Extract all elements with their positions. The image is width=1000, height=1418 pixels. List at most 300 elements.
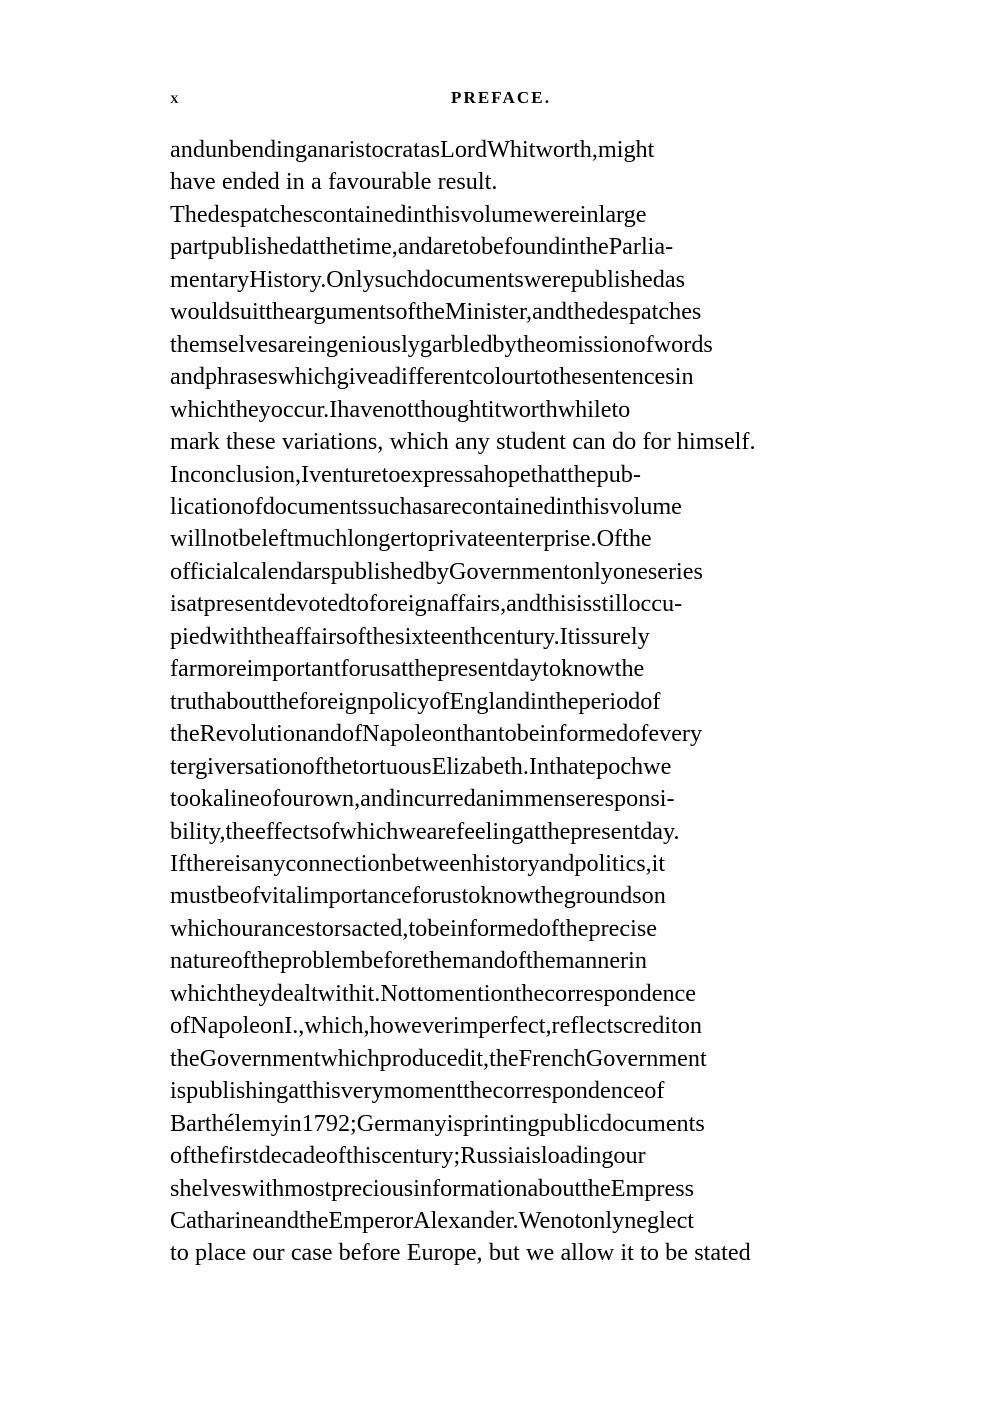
word: the [614,655,645,683]
word: of [345,622,366,650]
word: century. [482,622,560,650]
word: and [264,1206,299,1234]
word: time, [348,233,398,261]
word: tortuous [352,752,432,780]
word: contained [461,492,556,520]
word: The [170,200,208,228]
word: is [576,590,593,618]
word: private [428,525,496,553]
text-line [170,166,832,198]
word: period [578,687,641,715]
word: before [360,947,423,975]
word: acted, [351,914,409,942]
word: informed [450,914,539,942]
word: as [411,492,432,520]
word: immense [498,785,586,813]
word: a [472,460,484,488]
word: and [170,363,205,391]
word: this [345,1142,381,1170]
word: between [391,849,473,877]
word: to [497,720,517,748]
word: effects [255,817,320,845]
word: for [411,882,441,910]
word: pied [170,622,212,650]
text-line [170,1010,832,1042]
paragraph [170,199,832,459]
running-head-title: PREFACE. [451,88,552,107]
text-line [170,588,832,620]
text-line [170,231,832,263]
word: own, [312,785,361,813]
word: aristocrat [329,136,420,163]
word: bility, [170,817,226,845]
word: neglect [624,1206,695,1234]
word: of [538,914,559,942]
word: occur. [270,395,330,423]
word-run: mark these variations, which any student can do for himself. [170,428,756,456]
word: Of [596,525,623,553]
page-folio: x [170,88,180,107]
word: the [579,233,609,261]
word: of [633,330,654,358]
word: tergiversation [170,752,303,780]
word: Empress [610,1174,695,1202]
text-line [170,361,832,393]
word: Russia [460,1142,525,1170]
word: any [250,849,286,877]
word: have [337,395,383,423]
text-line [170,653,832,685]
word: we [643,752,672,780]
word: be [481,233,504,261]
paragraph [170,459,832,1270]
word: will [170,525,208,553]
word-run: to place our case before Europe, but we allow it to be stated [170,1239,751,1267]
word: in [579,200,599,228]
word: is [170,1077,187,1105]
word: loading [540,1142,614,1170]
word: at [523,817,541,845]
text-line [170,621,832,653]
word: Lord [440,136,488,163]
word: Government [585,1044,707,1072]
word: to [611,395,631,423]
word: still [592,590,629,618]
word: give [336,363,379,391]
word: present [570,817,641,845]
word: politics, [574,849,652,877]
word: documents [262,492,368,520]
word: and [170,136,205,163]
word: were [523,265,571,293]
word: important [246,655,341,683]
word: to [408,914,428,942]
word: by [492,330,517,358]
word: such [367,492,412,520]
word: were [532,200,580,228]
word: England [449,687,531,715]
word: documents [419,265,524,293]
word: the [170,1044,200,1072]
word: Only [326,265,375,293]
word: I., [284,1012,305,1040]
word: the [489,1044,519,1072]
word: dealt [270,979,318,1007]
word: printing [462,1109,540,1137]
word: for [340,655,369,683]
word: despatches [207,200,313,228]
word: nature [170,947,231,975]
word: hope [483,460,531,488]
word: the [548,687,579,715]
word: is [234,849,251,877]
word: at [288,1077,306,1105]
word: are [277,330,308,358]
word: of [260,785,281,813]
word: worth [501,395,558,423]
word: the [581,1174,611,1202]
word: correspondence [492,1077,645,1105]
text-line [170,296,832,328]
word: I [329,395,338,423]
word: express [400,460,473,488]
word: lication [170,492,243,520]
word: we [398,817,427,845]
word: longer [347,525,410,553]
word: We [518,1206,551,1234]
text-line [170,459,832,491]
word: it [651,849,666,877]
word: and [397,233,433,261]
text-line [170,523,832,555]
word: are [426,817,457,845]
text-line [170,556,832,588]
word: an [307,136,330,163]
word: is [524,1142,541,1170]
word: not [382,395,414,423]
word: most [284,1174,332,1202]
word: with [241,1174,285,1202]
word: it, [469,1044,490,1072]
word: the [514,979,545,1007]
word: which [277,363,337,391]
word: sixteenth [395,622,483,650]
word: with [211,622,255,650]
word: on [641,882,666,910]
word: be [427,914,451,942]
word: than [456,720,498,748]
word: not [207,525,239,553]
word: very [340,1077,384,1105]
word: the [407,655,438,683]
word: and [307,720,342,748]
word: despatches [596,298,702,326]
word: such [374,265,420,293]
word: in [674,363,694,391]
text-line [170,1108,832,1140]
word: only [569,557,613,585]
word: mentary [170,265,250,293]
word: the [254,622,285,650]
word: might [597,136,655,163]
word: the [365,622,396,650]
word: omission [546,330,634,358]
word: which [170,914,230,942]
word: Government [199,1044,321,1072]
word: them [422,947,471,975]
text-line [170,329,832,361]
word: there [186,849,235,877]
word: would [170,298,231,326]
word: correspondence [544,979,697,1007]
word: is [446,1109,463,1137]
word: as [419,136,441,163]
word: know [560,655,615,683]
word: responsi- [585,785,675,813]
text-line [170,1043,832,1075]
word: volume [460,200,533,228]
word: be [238,525,262,553]
word: of [302,752,323,780]
word: contained [312,200,407,228]
word: our [613,1142,646,1170]
text-line [170,491,832,523]
word: Emperor [328,1206,414,1234]
word: thought [413,395,488,423]
word: History. [249,265,327,293]
word: decade [258,1142,326,1170]
word: calendars [239,557,331,585]
word: of [342,720,363,748]
word: unbending [204,136,308,163]
word: Napoleon [362,720,457,748]
word: Parlia- [608,233,674,261]
word: ; [453,1142,461,1170]
word: and [470,947,506,975]
word: the [552,363,583,391]
word: is [574,622,591,650]
word: I [301,460,310,488]
word: the [415,298,446,326]
word: precise [588,914,658,942]
word: mention [435,979,515,1007]
word: history [472,849,540,877]
word: it. [360,979,381,1007]
word: the [298,1206,329,1234]
word: pub- [596,460,641,488]
word: the [567,460,597,488]
word: it [487,395,502,423]
word: present [437,655,508,683]
word: and [360,785,396,813]
word: more [196,655,247,683]
word: that [530,460,568,488]
text-line [170,199,832,231]
word: precious [331,1174,414,1202]
text-line [170,264,832,296]
word: must [170,882,218,910]
word: the [190,1142,220,1170]
word: published [330,557,425,585]
word: of [395,298,416,326]
word: in [282,1109,302,1137]
word: the [567,298,597,326]
word: to [350,590,369,618]
word: and [506,590,542,618]
word: of [230,947,251,975]
word: credit [622,1012,678,1040]
word: Not [380,979,417,1007]
word: garbled [419,330,493,358]
word: of [319,817,340,845]
word: the [558,914,589,942]
word: not [550,1206,582,1234]
word: which [170,395,230,423]
word: which [170,979,230,1007]
word: If [170,849,187,877]
word: part [170,233,208,261]
word: us [368,655,391,683]
word: first [219,1142,259,1170]
word: of [640,687,661,715]
word: this [574,492,610,520]
word: Government [448,557,570,585]
word: incurred [395,785,476,813]
running-head [170,86,830,114]
word: they [229,979,271,1007]
word: took [170,785,214,813]
word: the [319,233,349,261]
word: volume [609,492,682,520]
word: an [475,785,499,813]
text-line [170,880,832,912]
word: with [317,979,361,1007]
word: day [507,655,543,683]
word: found [503,233,561,261]
word: problem [280,947,361,975]
word: the [250,947,281,975]
word: manner [555,947,629,975]
word: the [265,298,295,326]
word: Barthélemy [170,1109,283,1137]
word: official [170,557,240,585]
word: published [207,233,302,261]
word: to [533,363,553,391]
word: conclusion, [190,460,301,488]
word: public [539,1109,600,1137]
word: Napoleon [190,1012,285,1040]
word: Minister, [445,298,533,326]
word: It [559,622,575,650]
text-line [170,751,832,783]
text-line [170,1140,832,1172]
word: of [239,882,261,910]
word: they [229,395,271,423]
word: to [462,233,482,261]
word: century [380,1142,454,1170]
word: are [432,233,463,261]
word: policy [368,687,430,715]
word: by [424,557,449,585]
word: foreign [299,687,369,715]
text-line [170,945,832,977]
word: of [505,947,527,975]
word: a [378,363,390,391]
word: to [409,525,429,553]
word: epoch [585,752,644,780]
text-line [170,816,832,848]
word: sentences [582,363,675,391]
text-line [170,848,832,880]
word: the [526,947,556,975]
word: of [170,1012,191,1040]
word: documents [599,1109,705,1137]
text-line [170,978,832,1010]
word: which [339,817,399,845]
word: In [528,752,550,780]
word: the [225,817,256,845]
word: this [305,1077,341,1105]
word: and [532,298,568,326]
word: is [170,590,187,618]
word: feeling [456,817,524,845]
word: this [425,200,461,228]
word: Elizabeth. [431,752,529,780]
word: published [570,265,665,293]
word: ingeniously [307,330,420,358]
word: produced [379,1044,470,1072]
word: shelves [170,1174,242,1202]
word: series [647,557,703,585]
word: occu- [628,590,683,618]
word: information [413,1174,528,1202]
word: at [186,590,204,618]
word: words [653,330,713,358]
word: importance [303,882,412,910]
word: vital [260,882,304,910]
word: are [432,492,462,520]
word: surely [590,622,650,650]
word: while [557,395,612,423]
word: present [203,590,274,618]
word: In [170,460,191,488]
word: in [530,687,549,715]
word: that [549,752,586,780]
word: Revolution [199,720,308,748]
word: of [644,1077,665,1105]
word: Alexander. [413,1206,519,1234]
text-line [170,1075,832,1107]
word: be [516,720,540,748]
word: affairs [284,622,346,650]
word: Catharine [170,1206,265,1234]
word: about [215,687,270,715]
word: different [389,363,472,391]
word: at [390,655,408,683]
word: of [429,687,450,715]
word: Germany [356,1109,447,1137]
word: French [518,1044,586,1072]
body-text-block [170,134,832,1270]
word: imperfect, [452,1012,552,1040]
word: the [322,752,353,780]
word: however [369,1012,453,1040]
word: devoted [273,590,351,618]
word: to [461,882,481,910]
word: us [440,882,462,910]
word: our [229,914,262,942]
word: our [280,785,313,813]
